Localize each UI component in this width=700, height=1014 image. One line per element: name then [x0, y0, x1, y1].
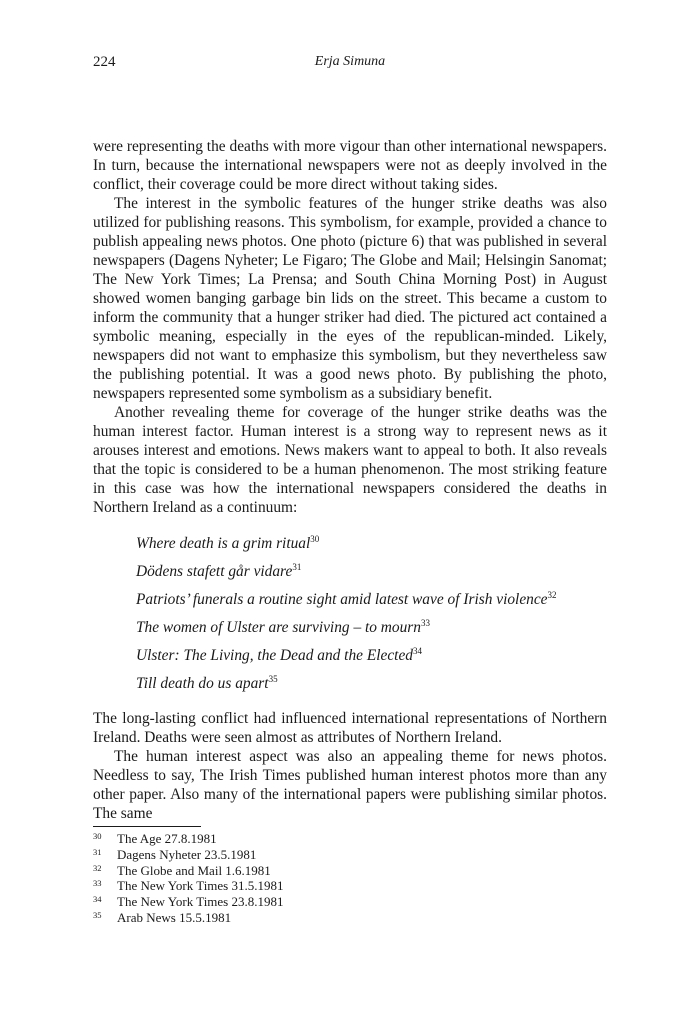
- headline-quote: [136, 646, 607, 665]
- footnote-number: 30: [93, 831, 102, 841]
- running-head-author: Erja Simuna: [314, 54, 386, 69]
- footnote-ref: 31: [292, 562, 302, 572]
- footnote-ref: 33: [421, 618, 430, 628]
- headline-quote: [136, 534, 607, 553]
- headline-quote: [136, 674, 607, 693]
- quote-text: Where death is a grim ritual: [136, 535, 311, 552]
- footnote: [93, 878, 607, 894]
- footnote: [93, 847, 607, 863]
- headline-quote-list: [136, 534, 607, 693]
- footnote-ref: 35: [268, 674, 278, 684]
- quote-text: The women of Ulster are surviving – to mourn: [136, 619, 421, 636]
- paragraph-continued: were representing the deaths with more vigour than other international newspapers. In turn, because the international newspapers were not as deeply involved in the conflict, their coverage could be more direct without taking sides.: [93, 138, 607, 193]
- footnote-number: 32: [93, 862, 102, 873]
- footnote-ref: 34: [412, 646, 422, 656]
- footnote: [93, 831, 607, 847]
- quote-text: Dödens stafett går vidare: [136, 563, 293, 580]
- page-number: 224: [93, 54, 116, 70]
- headline-quote: [136, 590, 607, 609]
- footnote-number: 33: [93, 878, 102, 889]
- footnote-ref: 32: [547, 590, 557, 600]
- paragraph-conflict: The long-lasting conflict had influenced international representations of Northern Ireland. Deaths were seen almost as attributes of Northern Ireland.: [93, 710, 607, 746]
- footnote-text: The Age 27.8.1981: [117, 831, 217, 846]
- page-header: [93, 54, 607, 74]
- quote-text: Patriots’ funerals a routine sight amid latest wave of Irish violence: [136, 591, 548, 608]
- main-text: [93, 137, 607, 823]
- footnote-text: The New York Times 31.5.1981: [117, 878, 284, 894]
- footnote-number: 31: [93, 846, 102, 857]
- paragraph-human-interest: Another revealing theme for coverage of the hunger strike deaths was the human interest factor. Human interest is a strong way to represent news as it arouses interest and emotions. News makers want to appeal to both. It also reveals that the topic is considered to be a human phenomenon. The most striking feature in this case was how the international newspapers considered the deaths in Northern Ireland as a continuum:: [93, 404, 607, 516]
- footnote-ref: 30: [310, 534, 320, 544]
- footnote-text: Arab News 15.5.1981: [117, 909, 232, 925]
- quote-text: Ulster: The Living, the Dead and the Elected: [136, 647, 413, 664]
- footnote-list: [93, 831, 607, 926]
- footnote: [93, 910, 607, 926]
- paragraph-news-photos: The human interest aspect was also an appealing theme for news photos. Needless to say, The Irish Times published human interest photos more than any other paper. Also many of the international papers were publishing similar photos. The same: [93, 748, 607, 822]
- footnote: [93, 863, 607, 879]
- headline-quote: [136, 618, 607, 637]
- footnote-number: 35: [93, 909, 102, 920]
- footnote-text: The New York Times 23.8.1981: [117, 894, 284, 910]
- footnote-text: The Globe and Mail 1.6.1981: [117, 862, 271, 878]
- headline-quote: [136, 562, 607, 581]
- footnote-divider: [93, 826, 201, 827]
- quote-text: Till death do us apart: [136, 675, 269, 692]
- paragraph-symbolism: The interest in the symbolic features of the hunger strike deaths was also utilized for publishing reasons. This symbolism, for example, provided a chance to publish appealing news photos. One photo (picture 6) that was published in several newspapers (Dagens Nyheter; Le Figaro; The Globe and Mail; Helsingin Sanomat; The New York Times; La Prensa; and South China Morning Post) in August showed women banging garbage bin lids on the street. This became a custom to inform the community that a hunger striker had died. The pictured act contained a symbolic meaning, especially in the eyes of the republican-minded. Likely, newspapers did not want to emphasize this symbolism, but they nevertheless saw the publishing potential. It was a good news photo. By publishing the photo, newspapers represented some symbolism as a subsidiary benefit.: [93, 195, 607, 402]
- footnote-text: Dagens Nyheter 23.5.1981: [117, 846, 257, 862]
- footnote: [93, 894, 607, 910]
- book-page: [93, 0, 607, 1014]
- footnote-number: 34: [93, 894, 102, 905]
